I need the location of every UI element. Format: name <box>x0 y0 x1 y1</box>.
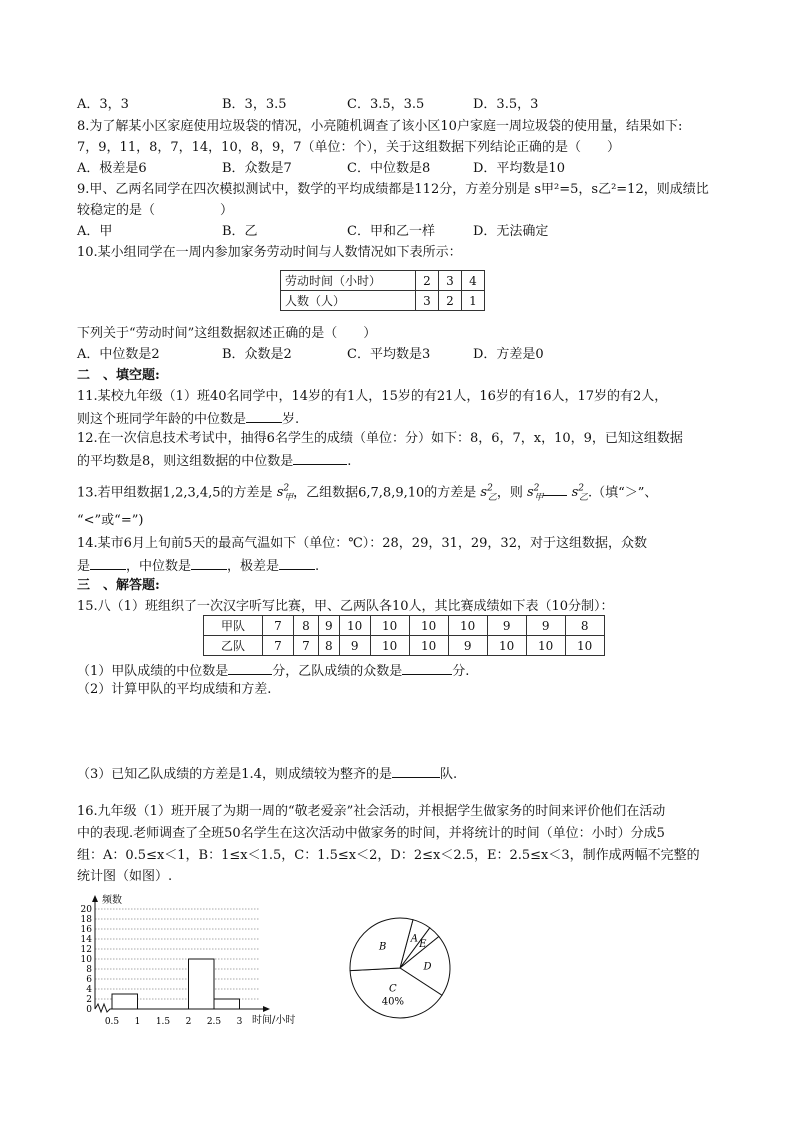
q13-s-yi <box>480 484 497 503</box>
q10-question: 下列关于“劳动时间”这组数据叙述正确的是（ ） <box>77 326 377 341</box>
y-tick-label: 14 <box>80 935 92 945</box>
q10-cell: 人数（人） <box>281 291 416 311</box>
q13-s-yi-2 <box>571 484 588 503</box>
q15-cell: 10 <box>487 636 526 656</box>
q16-line2: 中的表现.老师调查了全班50名学生在这次活动中做家务的时间，并将统计的时间（单位：小时）分成5 <box>77 826 665 841</box>
q16-line1: 16.九年级（1）班开展了为期一周的“敬老爱亲”社会活动，并根据学生做家务的时间来评价他们在活动 <box>77 804 666 819</box>
q13-s: s <box>527 485 534 501</box>
q15-cell: 10 <box>448 616 487 636</box>
q12-line2 <box>77 451 351 471</box>
frequency-histogram <box>70 893 310 1033</box>
q14-mode-blank[interactable] <box>90 556 126 570</box>
histogram-x-ticks <box>105 1017 243 1027</box>
q11-line2 <box>77 409 299 429</box>
pie-chart <box>335 903 465 1033</box>
y-axis-label: 频数 <box>102 895 122 906</box>
q15-cell: 9 <box>339 636 370 656</box>
q15-cell: 10 <box>370 636 409 656</box>
q13-sub: 甲 <box>284 492 294 503</box>
q13-line2: “<”或“=”) <box>77 513 144 528</box>
q13-answer-blank[interactable] <box>543 482 567 496</box>
q7-option-c: C．3.5，3.5 <box>347 97 425 112</box>
q7-option-b: B．3，3.5 <box>222 97 287 112</box>
q9-option-a: A．甲 <box>77 224 113 239</box>
histogram-y-ticks <box>81 905 93 1015</box>
histogram-bar <box>214 999 240 1009</box>
q15-cell: 10 <box>370 616 409 636</box>
q13-text-1: 13.若甲组数据1,2,3,4,5的方差是 <box>77 485 273 501</box>
q11-line1: 11.某校九年级（1）班40名同学中，14岁的有1人，15岁的有21人，16岁的有16人，17岁的有2人， <box>77 389 668 404</box>
q15-cell: 8 <box>565 616 604 636</box>
y-tick-label: 10 <box>80 955 92 965</box>
q12-line1: 12.在一次信息技术考试中，抽得6名学生的成绩（单位：分）如下：8，6，7，x，10，9，已知这组数据 <box>77 431 683 446</box>
y-tick-label: 20 <box>80 905 92 915</box>
q15-row-yi <box>204 636 605 656</box>
q7-option-d: D．3.5，3 <box>473 97 539 112</box>
pie-label-d: D <box>423 961 432 973</box>
q10-cell: 2 <box>439 291 462 311</box>
q12-text: 的平均数是8，则这组数据的中位数是 <box>77 454 294 469</box>
q11-text-end: 岁. <box>282 412 300 427</box>
q7-options <box>77 96 717 114</box>
q9-option-c: C．甲和乙一样 <box>347 224 435 239</box>
histogram-bar <box>112 994 138 1009</box>
q13-text-3: ，则 <box>496 485 523 501</box>
q13-sup: 2 <box>487 484 493 494</box>
q13-s: s <box>276 485 284 501</box>
q14-text-c: ，极差是 <box>227 559 280 574</box>
x-tick-label: 1 <box>134 1017 141 1027</box>
q15-cell: 7 <box>263 616 294 636</box>
q13-sup: 2 <box>533 484 540 494</box>
q15-part3-end: 队. <box>439 767 458 782</box>
q14-text-a: 是 <box>77 559 91 574</box>
x-axis-arrow <box>263 1006 270 1012</box>
q15-part1 <box>77 661 469 681</box>
q9-line1: 9.甲、乙两名同学在四次模拟测试中，数学的平均成绩都是112分，方差分别是 s甲²=5，s乙²=12，则成绩比 <box>77 182 709 197</box>
y-tick-label: 18 <box>80 915 92 925</box>
q15-part1-text-b: 分，乙队成绩的众数是 <box>272 664 403 679</box>
q13-s-jia <box>276 484 294 503</box>
q15-cell: 9 <box>526 616 565 636</box>
q8-options <box>77 160 717 178</box>
y-tick-label: 2 <box>86 995 92 1005</box>
q10-cell: 劳动时间（小时） <box>281 271 416 291</box>
q10-cell: 1 <box>462 291 485 311</box>
x-axis-label: 时间/小时 <box>252 1015 296 1026</box>
q8-option-c: C．中位数是8 <box>347 161 431 176</box>
q10-cell: 4 <box>462 271 485 291</box>
q13-s: s <box>571 485 579 501</box>
y-axis-arrow <box>92 895 98 902</box>
q12-text-end: . <box>347 454 352 469</box>
histogram-bars <box>112 959 240 1009</box>
y-tick-label: 12 <box>80 945 92 955</box>
q14-text-b: ，中位数是 <box>126 559 192 574</box>
q10-option-a: A．中位数是2 <box>77 347 160 362</box>
q15-intro: 15.八（1）班组织了一次汉字听写比赛，甲、乙两队各10人，其比赛成绩如下表（10分制）： <box>77 599 614 614</box>
section-heading-fill-in: 二 、填空题: <box>77 368 160 383</box>
q10-intro: 10.某小组同学在一周内参加家务劳动时间与人数情况如下表所示： <box>77 245 462 260</box>
q15-cell: 10 <box>565 636 604 656</box>
q15-cell: 甲队 <box>204 616 263 636</box>
q10-table <box>280 270 485 311</box>
q12-answer-blank[interactable] <box>293 451 347 465</box>
q15-cell: 乙队 <box>204 636 263 656</box>
y-tick-label: 0 <box>86 1005 92 1015</box>
histogram-bar <box>189 959 215 1009</box>
q14-range-blank[interactable] <box>279 556 315 570</box>
q9-option-d: D．无法确定 <box>473 224 549 239</box>
histogram-gridlines <box>95 909 260 999</box>
q15-table <box>203 615 605 656</box>
q15-cell: 9 <box>319 616 340 636</box>
x-tick-label: 1.5 <box>155 1017 171 1027</box>
q15-cell: 8 <box>319 636 340 656</box>
pie-label-e: E <box>419 939 427 951</box>
q8-line2: 7，9，11，8，7，14，10，8，9，7（单位：个），关于这组数据下列结论正确的是（ ） <box>77 140 621 155</box>
q15-cell: 7 <box>263 636 294 656</box>
q14-line1: 14.某市6月上旬前5天的最高气温如下（单位：℃）：28，29，31，29，32，对于这组数据，众数 <box>77 536 647 551</box>
x-tick-label: 3 <box>236 1017 243 1027</box>
x-tick-label: 0.5 <box>104 1017 120 1027</box>
section-heading-solutions: 三 、解答题: <box>77 578 160 593</box>
q11-text: 则这个班同学年龄的中位数是 <box>77 412 247 427</box>
q8-option-d: D．平均数是10 <box>473 161 565 176</box>
q8-line1: 8.为了解某小区家庭使用垃圾袋的情况，小亮随机调查了该小区10户家庭一周垃圾袋的使用量，结果如下: <box>77 119 683 134</box>
q11-answer-blank[interactable] <box>246 409 282 423</box>
q13-sup: 2 <box>283 484 290 494</box>
q9-option-b: B．乙 <box>222 224 258 239</box>
q15-mode-blank[interactable] <box>402 661 452 675</box>
q13-sub: 乙 <box>578 492 588 503</box>
q13-text-2: ，乙组数据6,7,8,9,10的方差是 <box>293 485 477 501</box>
q15-cell: 10 <box>409 636 448 656</box>
q9-options <box>77 223 717 241</box>
q15-row-jia <box>204 616 605 636</box>
y-tick-label: 4 <box>86 985 92 995</box>
q9-line2: 较稳定的是（ ） <box>77 203 234 218</box>
y-tick-label: 16 <box>80 925 92 935</box>
q15-median-blank[interactable] <box>228 661 272 675</box>
q10-cell: 2 <box>416 271 439 291</box>
q10-option-b: B．众数是2 <box>222 347 292 362</box>
q8-option-b: B．众数是7 <box>222 161 292 176</box>
q16-line3: 组：A：0.5≤x＜1，B：1≤x＜1.5，C：1.5≤x＜2，D：2≤x＜2.5，E：2.5≤x＜3，制作成两幅不完整的 <box>77 848 700 863</box>
q10-cell: 3 <box>439 271 462 291</box>
q13-s: s <box>480 485 488 501</box>
q15-part1-text-c: 分. <box>452 664 470 679</box>
q13-s-jia-2 <box>527 484 544 503</box>
q14-text-d: . <box>315 559 320 574</box>
q8-option-a: A．极差是6 <box>77 161 147 176</box>
q10-option-d: D．方差是0 <box>473 347 544 362</box>
y-tick-label: 8 <box>86 965 92 975</box>
q10-table-row <box>281 271 485 291</box>
q16-line4: 统计图（如图）. <box>77 869 173 884</box>
pie-label-c: C <box>389 983 397 995</box>
q13-sub: 乙 <box>487 492 497 503</box>
q14-median-blank[interactable] <box>191 556 227 570</box>
q15-part1-text-a: （1）甲队成绩的中位数是 <box>77 664 229 679</box>
q15-part3 <box>77 764 457 784</box>
q10-table-row <box>281 291 485 311</box>
q13-sup: 2 <box>578 484 584 494</box>
q15-team-blank[interactable] <box>392 764 440 778</box>
x-tick-label: 2 <box>185 1017 192 1027</box>
q15-part3-text: （3）已知乙队成绩的方差是1.4，则成绩较为整齐的是 <box>77 767 392 782</box>
q15-cell: 9 <box>487 616 526 636</box>
q15-cell: 10 <box>409 616 448 636</box>
q15-cell: 7 <box>294 636 319 656</box>
x-tick-label: 2.5 <box>206 1017 222 1027</box>
pie-label-a: A <box>410 933 418 945</box>
q15-cell: 8 <box>294 616 319 636</box>
q10-cell: 3 <box>416 291 439 311</box>
q13-sub: 甲 <box>534 492 544 503</box>
pie-percent-label: 40% <box>381 996 404 1008</box>
q15-cell: 9 <box>448 636 487 656</box>
q15-cell: 10 <box>526 636 565 656</box>
q14-line2 <box>77 556 319 576</box>
q13-line1 <box>77 480 657 507</box>
q13-text-4: .（填“＞”、 <box>587 485 658 501</box>
q10-option-c: C．平均数是3 <box>347 347 431 362</box>
pie-label-b: B <box>379 941 387 953</box>
q15-part2: （2）计算甲队的平均成绩和方差. <box>77 682 272 697</box>
y-tick-label: 6 <box>86 975 92 985</box>
q15-cell: 10 <box>339 616 370 636</box>
q10-options <box>77 346 717 364</box>
q7-option-a: A．3，3 <box>77 97 129 112</box>
